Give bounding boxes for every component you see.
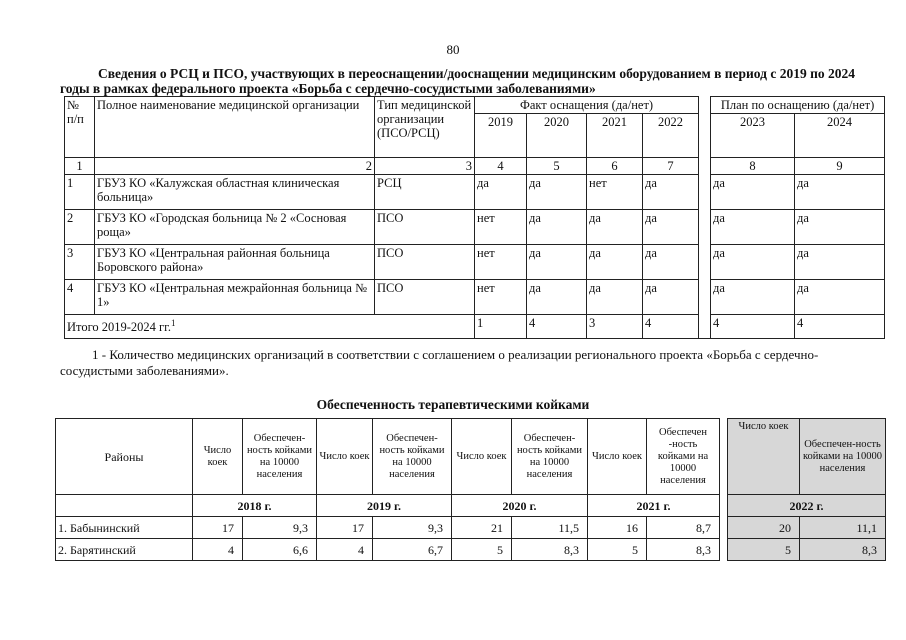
total-value: 1 bbox=[475, 315, 527, 339]
row-num: 4 bbox=[65, 280, 95, 315]
total-value: 4 bbox=[527, 315, 587, 339]
cell-value: 8,3 bbox=[512, 539, 588, 561]
table-gap bbox=[720, 539, 728, 561]
cell-value: 5 bbox=[588, 539, 647, 561]
colnum: 4 bbox=[475, 158, 527, 175]
table-gap bbox=[720, 517, 728, 539]
cell-value: 9,3 bbox=[243, 517, 317, 539]
header-beds: Число коек bbox=[452, 419, 512, 495]
year-2023: 2023 bbox=[711, 114, 795, 158]
year-2020: 2020 г. bbox=[452, 495, 588, 517]
header-beds: Число коек bbox=[317, 419, 373, 495]
year-2019: 2019 bbox=[475, 114, 527, 158]
colnum: 8 bbox=[711, 158, 795, 175]
cell-value: да bbox=[527, 210, 587, 245]
header-beds: Число коек bbox=[193, 419, 243, 495]
row-num: 2 bbox=[65, 210, 95, 245]
cell-value: 17 bbox=[317, 517, 373, 539]
header-beds: Число коек bbox=[728, 419, 800, 495]
total-label: Итого 2019-2024 гг.$^1$ bbox=[65, 315, 475, 339]
cell-value: да bbox=[527, 280, 587, 315]
cell-value: 20 bbox=[728, 517, 800, 539]
total-value: 4 bbox=[643, 315, 699, 339]
cell-value: да bbox=[587, 245, 643, 280]
title-line-2: годы в рамках федерального проекта «Борьба с сердечно-сосудистыми заболеваниями» bbox=[60, 81, 596, 96]
cell-value: да bbox=[795, 245, 885, 280]
cell-value: 9,3 bbox=[373, 517, 452, 539]
cell-value: 4 bbox=[317, 539, 373, 561]
cell-value: да bbox=[587, 210, 643, 245]
year-2024: 2024 bbox=[795, 114, 885, 158]
org-type: ПСО bbox=[375, 280, 475, 315]
cell-value: 4 bbox=[193, 539, 243, 561]
year-2022: 2022 г. bbox=[728, 495, 886, 517]
header-provision: Обеспечен-ность койками на 10000 населения bbox=[800, 419, 886, 495]
cell-value: да bbox=[711, 245, 795, 280]
org-name: ГБУЗ КО «Центральная районная больница Боровского района» bbox=[95, 245, 375, 280]
year-2022: 2022 bbox=[643, 114, 699, 158]
row-num: 3 bbox=[65, 245, 95, 280]
org-type: РСЦ bbox=[375, 175, 475, 210]
cell-value: 8,7 bbox=[647, 517, 720, 539]
year-2020: 2020 bbox=[527, 114, 587, 158]
header-fact: Факт оснащения (да/нет) bbox=[475, 97, 699, 114]
table2-title: Обеспеченность терапевтическими койками bbox=[316, 397, 590, 412]
org-name: ГБУЗ КО «Центральная межрайонная больница № 1» bbox=[95, 280, 375, 315]
cell-value: 8,3 bbox=[800, 539, 886, 561]
cell-value: 11,5 bbox=[512, 517, 588, 539]
footnote: 1 - Количество медицинских организаций в соответствии с соглашением о реализации регионального проекта «Борьба с сердечно-сосудистыми заболеваниями». bbox=[60, 347, 819, 378]
total-value: 4 bbox=[795, 315, 885, 339]
header-num: № п/п bbox=[65, 97, 95, 158]
colnum: 1 bbox=[65, 158, 95, 175]
cell-value: да bbox=[795, 210, 885, 245]
header-provision: Обеспечен-ность койками на 10000 населения bbox=[373, 419, 452, 495]
header-type: Тип медицинской организации (ПСО/РСЦ) bbox=[375, 97, 475, 158]
year-2021: 2021 bbox=[587, 114, 643, 158]
page-number: 80 bbox=[446, 42, 460, 57]
cell-value: 21 bbox=[452, 517, 512, 539]
year-blank bbox=[56, 495, 193, 517]
cell-value: да bbox=[711, 280, 795, 315]
colnum: 5 bbox=[527, 158, 587, 175]
cell-value: 5 bbox=[728, 539, 800, 561]
header-provision: Обеспечен -ность койками на 10000 населения bbox=[647, 419, 720, 495]
cell-value: нет bbox=[475, 210, 527, 245]
cell-value: да bbox=[643, 280, 699, 315]
colnum: 9 bbox=[795, 158, 885, 175]
cell-value: 11,1 bbox=[800, 517, 886, 539]
cell-value: да bbox=[795, 280, 885, 315]
total-value: 3 bbox=[587, 315, 643, 339]
table-gap bbox=[720, 495, 728, 517]
table-gap bbox=[699, 97, 711, 315]
table1-title bbox=[60, 66, 890, 96]
table-gap bbox=[720, 419, 728, 495]
colnum: 7 bbox=[643, 158, 699, 175]
cell-value: да bbox=[527, 175, 587, 210]
cell-value: да bbox=[527, 245, 587, 280]
cell-value: да bbox=[587, 280, 643, 315]
header-name: Полное наименование медицинской организации bbox=[95, 97, 375, 158]
district-name: 1. Бабынинский bbox=[56, 517, 193, 539]
cell-value: нет bbox=[475, 280, 527, 315]
cell-value: да bbox=[643, 210, 699, 245]
cell-value: да bbox=[643, 245, 699, 280]
org-type: ПСО bbox=[375, 210, 475, 245]
org-type: ПСО bbox=[375, 245, 475, 280]
header-provision: Обеспечен-ность койками на 10000 населения bbox=[512, 419, 588, 495]
cell-value: 8,3 bbox=[647, 539, 720, 561]
year-2018: 2018 г. bbox=[193, 495, 317, 517]
total-value: 4 bbox=[711, 315, 795, 339]
cell-value: да bbox=[711, 175, 795, 210]
cell-value: нет bbox=[475, 245, 527, 280]
header-plan: План по оснащению (да/нет) bbox=[711, 97, 885, 114]
cell-value: да bbox=[475, 175, 527, 210]
header-beds: Число коек bbox=[588, 419, 647, 495]
colnum: 2 bbox=[95, 158, 375, 175]
cell-value: 5 bbox=[452, 539, 512, 561]
year-2021: 2021 г. bbox=[588, 495, 720, 517]
year-2019: 2019 г. bbox=[317, 495, 452, 517]
header-provision: Обеспечен-ность койками на 10000 населения bbox=[243, 419, 317, 495]
cell-value: да bbox=[795, 175, 885, 210]
colnum: 6 bbox=[587, 158, 643, 175]
equipment-table bbox=[64, 96, 885, 339]
district-name: 2. Барятинский bbox=[56, 539, 193, 561]
cell-value: да bbox=[711, 210, 795, 245]
cell-value: 6,6 bbox=[243, 539, 317, 561]
cell-value: 17 bbox=[193, 517, 243, 539]
cell-value: да bbox=[643, 175, 699, 210]
header-district: Районы bbox=[56, 419, 193, 495]
cell-value: 6,7 bbox=[373, 539, 452, 561]
org-name: ГБУЗ КО «Калужская областная клиническая больница» bbox=[95, 175, 375, 210]
beds-table bbox=[55, 418, 886, 561]
table-gap bbox=[699, 315, 711, 339]
cell-value: нет bbox=[587, 175, 643, 210]
row-num: 1 bbox=[65, 175, 95, 210]
cell-value: 16 bbox=[588, 517, 647, 539]
org-name: ГБУЗ КО «Городская больница № 2 «Сосновая роща» bbox=[95, 210, 375, 245]
title-line-1: Сведения о РСЦ и ПСО, участвующих в переоснащении/дооснащении медицинским оборудованием в период с 2019 по 2024 bbox=[98, 66, 855, 81]
colnum: 3 bbox=[375, 158, 475, 175]
